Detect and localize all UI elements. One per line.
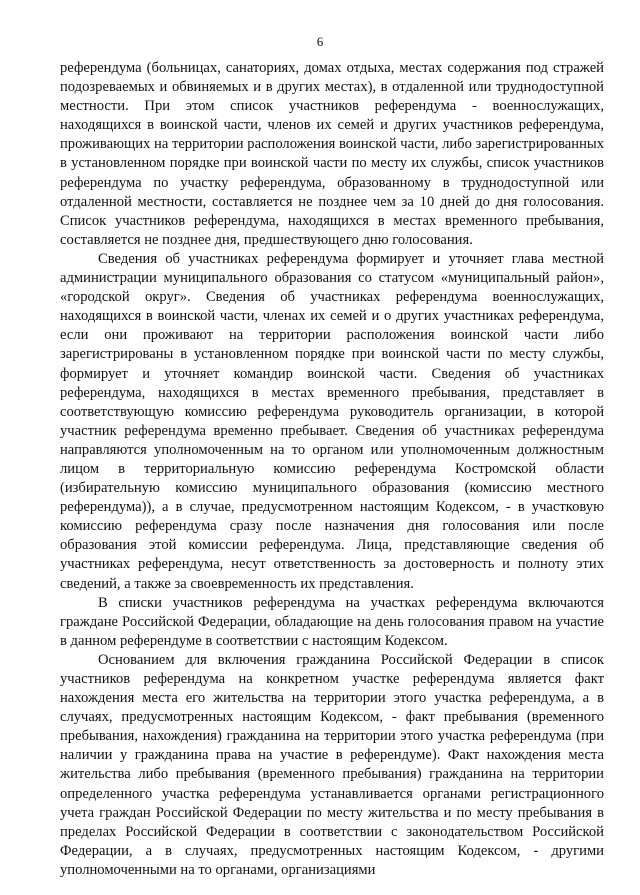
paragraph-voter-information: Сведения об участниках референдума формирует и уточняет глава местной администрации муниципального образования со статусом «муниципальный район», «городской округ». Сведения об участниках референдума военнослужащих, находящихся в воинской части, членах их семей и о других участниках референдума, если они проживают на территории расположения воинской части либо зарегистрированы в установленном порядке при воинской части по месту службы, формирует и уточняет командир воинской части. Сведения об участниках референдума, находящихся в местах временного пребывания, представляет в соответствующую комиссию референдума руководитель организации, в которой участник референдума временно пребывает. Сведения об участниках референдума направляются уполномоченным на то органом или уполномоченным должностным лицом в территориальную комиссию референдума Костромской области (избирательную комиссию муниципального образования (комиссию местного референдума)), а в случае, предусмотренном настоящим Кодексом, - в участковую комиссию референдума сразу после назначения дня голосования или после образования этой комиссии референдума. Лица, представляющие сведения об участниках референдума, несут ответственность за достоверность и полноту этих сведений, а также за своевременность их представления. bbox=[60, 250, 604, 592]
paragraph-continuation: референдума (больницах, санаториях, домах отдыха, местах содержания под стражей подозреваемых и обвиняемых и в других местах), в отдаленной или труднодоступной местности. При этом список участников референдума - военнослужащих, находящихся в воинской части, членов их семей и других участников референдума, проживающих на территории расположения воинской части, либо зарегистрированных в установленном порядке при воинской части по месту их службы, список участников референдума по участку референдума, образованному в труднодоступной или отдаленной местности, составляется не позднее чем за 10 дней до дня голосования. Список участников референдума, находящихся в местах временного пребывания, составляется не позднее дня, предшествующего дню голосования. bbox=[60, 60, 604, 248]
document-body bbox=[60, 59, 604, 880]
paragraph-inclusion-in-lists: В списки участников референдума на участках референдума включаются граждане Российской Федерации, обладающие на день голосования правом на участие в данном референдуме в соответствии с настоящим Кодексом. bbox=[60, 594, 604, 649]
page-number: 6 bbox=[316, 34, 324, 49]
paragraph-basis-for-inclusion: Основанием для включения гражданина Российской Федерации в список участников референдума на конкретном участке референдума является факт нахождения места его жительства на территории этого участка референдума, а в случаях, предусмотренных настоящим Кодексом, - факт пребывания (временного пребывания, нахождения) гражданина на территории этого участка референдума (при наличии у гражданина права на участие в референдуме). Факт нахождения места жительства либо пребывания (временного пребывания) гражданина на территории определенного участка референдума устанавливается органами регистрационного учета граждан Российской Федерации по месту жительства и по месту пребывания в пределах Российской Федерации в соответствии с законодательством Российской Федерации, а в случаях, предусмотренных настоящим Кодексом, - другими уполномоченными на то органами, организациями bbox=[60, 651, 604, 878]
